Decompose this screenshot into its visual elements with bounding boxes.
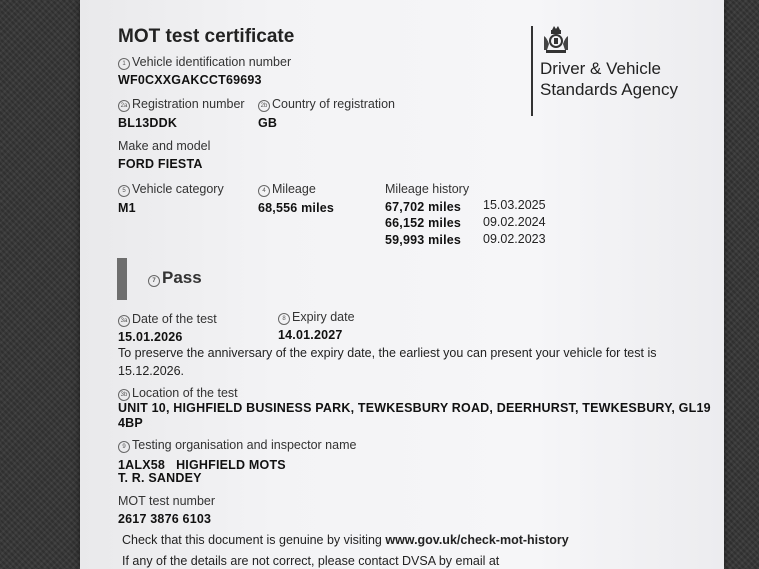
inspector-name: T. R. SANDEY (118, 471, 202, 485)
field-number-badge: 9 (118, 441, 130, 453)
field-number-badge: 4 (258, 185, 270, 197)
anniversary-note: To preserve the anniversary of the expiry date, the earliest you can present your vehicle for test is (118, 346, 657, 360)
field-number-badge: 2a (118, 100, 130, 112)
organisation-line-1: 1ALX58 HIGHFIELD MOTS (118, 458, 286, 472)
mileage-history-label: Mileage history (385, 182, 470, 196)
history-date: 09.02.2024 (483, 215, 546, 229)
mot-certificate (80, 0, 724, 569)
location-line-2: 4BP (118, 416, 143, 430)
vin-value: WF0CXXGAKCCT69693 (118, 73, 262, 87)
field-number-badge: 3a (118, 315, 130, 327)
make-model-value: FORD FIESTA (118, 157, 203, 171)
check-genuine-text: Check that this document is genuine by visiting www.gov.uk/check-mot-history (122, 533, 569, 547)
country-value: GB (258, 116, 278, 130)
field-number-badge: 1 (118, 58, 130, 70)
field-number-badge: 8 (278, 313, 290, 325)
anniversary-date: 15.12.2026. (118, 364, 185, 378)
organisation-label: 9 Testing organisation and inspector name (118, 438, 356, 453)
history-miles: 66,152 miles (385, 216, 462, 230)
expiry-date-label: 8 Expiry date (278, 310, 355, 325)
category-label: 5 Vehicle category (118, 182, 224, 197)
mileage-label: 4 Mileage (258, 182, 316, 197)
vin-label: 1 Vehicle identification number (118, 55, 291, 70)
history-miles: 59,993 miles (385, 233, 462, 247)
field-number-badge: 2b (258, 100, 270, 112)
agency-name: Driver & Vehicle Standards Agency (540, 59, 678, 99)
royal-crest-icon (540, 26, 572, 54)
mileage-value: 68,556 miles (258, 201, 335, 215)
history-date: 09.02.2023 (483, 232, 546, 246)
registration-value: BL13DDK (118, 116, 178, 130)
field-number-badge: 3b (118, 389, 130, 401)
test-date-label: 3a Date of the test (118, 312, 217, 327)
category-value: M1 (118, 201, 136, 215)
test-number-value: 2617 3876 6103 (118, 512, 212, 526)
pass-indicator-bar (117, 258, 127, 300)
history-date: 15.03.2025 (483, 198, 546, 212)
field-number-badge: 7 (148, 275, 160, 287)
check-url-link[interactable]: www.gov.uk/check-mot-history (385, 533, 569, 547)
test-result: 7 Pass (148, 268, 202, 288)
registration-label: 2a Registration number (118, 97, 245, 112)
location-label: 3b Location of the test (118, 386, 238, 401)
test-number-label: MOT test number (118, 494, 216, 508)
field-number-badge: 5 (118, 185, 130, 197)
make-model-label: Make and model (118, 139, 211, 153)
expiry-date-value: 14.01.2027 (278, 328, 343, 342)
test-date-value: 15.01.2026 (118, 330, 183, 344)
history-miles: 67,702 miles (385, 200, 462, 214)
certificate-title: MOT test certificate (118, 26, 295, 47)
country-label: 2b Country of registration (258, 97, 395, 112)
agency-divider (531, 26, 533, 116)
location-line-1: UNIT 10, HIGHFIELD BUSINESS PARK, TEWKESBURY ROAD, DEERHURST, TEWKESBURY, GL19 (118, 401, 711, 415)
contact-text: If any of the details are not correct, please contact DVSA by email at (122, 554, 500, 568)
